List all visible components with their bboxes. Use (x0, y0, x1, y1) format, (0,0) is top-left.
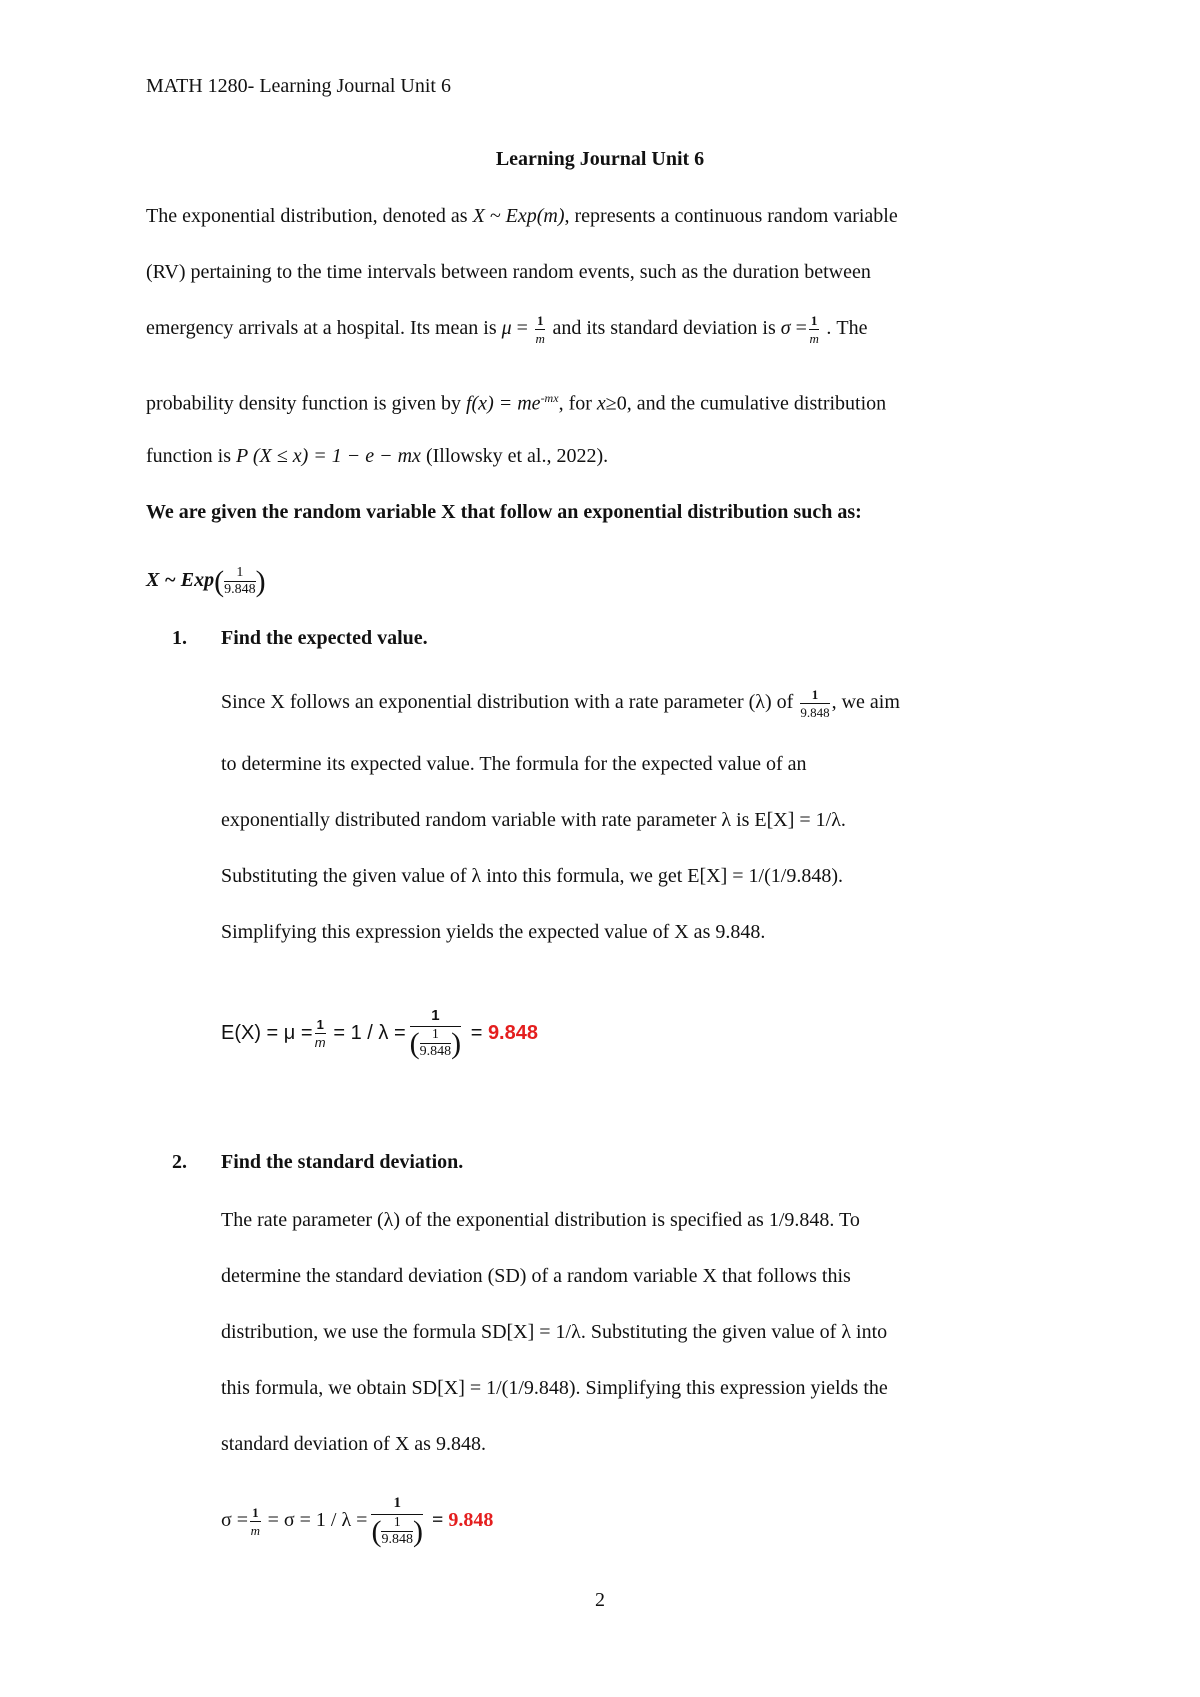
mean-fraction (315, 1018, 326, 1049)
intro-line-2: (RV) pertaining to the time intervals between random events, such as the duration between (146, 261, 871, 283)
fraction-numerator: 1 (224, 566, 256, 582)
reciprocal-fraction (410, 1008, 462, 1059)
body-text: Since X follows an exponential distribution with a rate parameter (λ) of (221, 691, 799, 714)
fraction-numerator: 1 (252, 1505, 259, 1520)
intro-text: and its standard deviation is (547, 317, 781, 340)
fraction-numerator: 1 (371, 1496, 423, 1515)
distribution-notation: X ~ Exp(m) (472, 205, 565, 227)
standard-deviation-result: 9.848 (448, 1509, 494, 1532)
intro-text: function is (146, 445, 236, 467)
inner-fraction (420, 1028, 452, 1059)
intro-text: , for (558, 392, 597, 415)
fraction-numerator: 1 (420, 1028, 452, 1044)
given-statement: We are given the random variable X that follow an exponential distribution such as: (146, 501, 862, 523)
running-header: MATH 1280- Learning Journal Unit 6 (146, 75, 451, 97)
sd-fraction (809, 314, 820, 345)
q2-equation (221, 1496, 493, 1547)
mean-fraction (535, 314, 546, 345)
q1-line-2: to determine its expected value. The formula for the expected value of an (221, 753, 807, 775)
q1-number: 1. (172, 627, 187, 649)
intro-text: The exponential distribution, denoted as (146, 205, 473, 227)
equals-sign: = (431, 1509, 444, 1532)
q2-line-2: determine the standard deviation (SD) of a random variable X that follows this (221, 1265, 851, 1287)
q2-line-5: standard deviation of X as 9.848. (221, 1433, 486, 1455)
intro-text: , represents a continuous random variable (564, 205, 898, 227)
equation-text: = 1 / λ = (333, 1021, 406, 1044)
intro-line-3 (146, 314, 868, 345)
intro-line-5 (146, 444, 608, 468)
fraction-denominator: 9.848 (419, 1044, 452, 1059)
fraction-numerator: 1 (316, 1017, 324, 1032)
citation: (Illowsky et al., 2022). (420, 445, 609, 467)
fraction-denominator: 9.848 (381, 1532, 413, 1547)
rate-fraction (224, 566, 256, 597)
fraction-denominator: m (250, 1523, 260, 1538)
fraction-denominator: m (535, 331, 545, 346)
fraction-denominator: ( $\frac{1}{9.848}$ ) (409, 1026, 462, 1060)
fraction-denominator: 9.848 (224, 582, 256, 597)
intro-text: probability density function is given by (146, 392, 466, 415)
fraction-denominator: 9.848 (800, 705, 830, 720)
intro-line-1 (146, 204, 898, 228)
rate-fraction (800, 688, 829, 719)
q1-line-1 (221, 688, 900, 719)
document-title: Learning Journal Unit 6 (495, 148, 705, 170)
equals-sign: = (470, 1021, 483, 1044)
intro-line-4 (146, 386, 886, 416)
intro-text: emergency arrivals at a hospital. Its mean is (146, 317, 502, 340)
fraction-numerator: 1 (410, 1008, 462, 1027)
sigma-symbol: σ (780, 317, 791, 340)
equation-text: E(X) = μ = (221, 1021, 313, 1044)
cdf-formula: P (X ≤ x) = 1 − e − mx (236, 445, 421, 467)
intro-text: ≥0, and the cumulative distribution (605, 392, 887, 415)
fraction-denominator: m (809, 331, 819, 346)
pdf-exponent: -mx (540, 391, 559, 405)
q1-heading: Find the expected value. (221, 627, 428, 649)
fraction-numerator: 1 (800, 688, 829, 704)
q2-heading: Find the standard deviation. (221, 1151, 464, 1173)
q2-line-1: The rate parameter (λ) of the exponential distribution is specified as 1/9.848. To (221, 1209, 860, 1231)
q1-line-4: Substituting the given value of λ into this formula, we get E[X] = 1/(1/9.848). (221, 865, 843, 887)
inner-fraction (381, 1516, 413, 1547)
distribution-label: X ~ Exp (146, 569, 215, 592)
equation-text: = σ = 1 / λ = (267, 1509, 368, 1532)
given-distribution: X ~ Exp( $\frac{1}{9.848}$ ) (146, 564, 266, 598)
q1-equation (221, 1008, 538, 1059)
intro-text: = (790, 317, 807, 340)
fraction-numerator: 1 (381, 1516, 413, 1532)
reciprocal-fraction (371, 1496, 423, 1547)
x-variable: x (596, 392, 606, 415)
equation-text: σ = (221, 1509, 249, 1532)
pdf-formula: = me (493, 392, 541, 415)
body-text: , we aim (831, 691, 900, 714)
fraction-denominator: m (314, 1035, 326, 1050)
pdf-notation: f(x) (465, 392, 494, 415)
q1-line-3: exponentially distributed random variable with rate parameter λ is E[X] = 1/λ. (221, 809, 846, 831)
q2-number: 2. (172, 1151, 187, 1173)
fraction-denominator: ( $\frac{1}{9.848}$ ) (371, 1514, 423, 1548)
fraction-numerator: 1 (536, 313, 544, 328)
page-number: 2 (595, 1589, 605, 1611)
q2-line-4: this formula, we obtain SD[X] = 1/(1/9.848). Simplifying this expression yields the (221, 1377, 888, 1399)
intro-text: . The (826, 317, 868, 340)
sd-fraction (250, 1506, 261, 1537)
intro-text: = (511, 317, 533, 340)
mu-symbol: μ (501, 317, 512, 340)
q2-line-3: distribution, we use the formula SD[X] = 1/λ. Substituting the given value of λ into (221, 1321, 888, 1343)
fraction-numerator: 1 (810, 313, 818, 328)
expected-value-result: 9.848 (487, 1021, 538, 1044)
q1-line-5: Simplifying this expression yields the expected value of X as 9.848. (221, 921, 766, 943)
